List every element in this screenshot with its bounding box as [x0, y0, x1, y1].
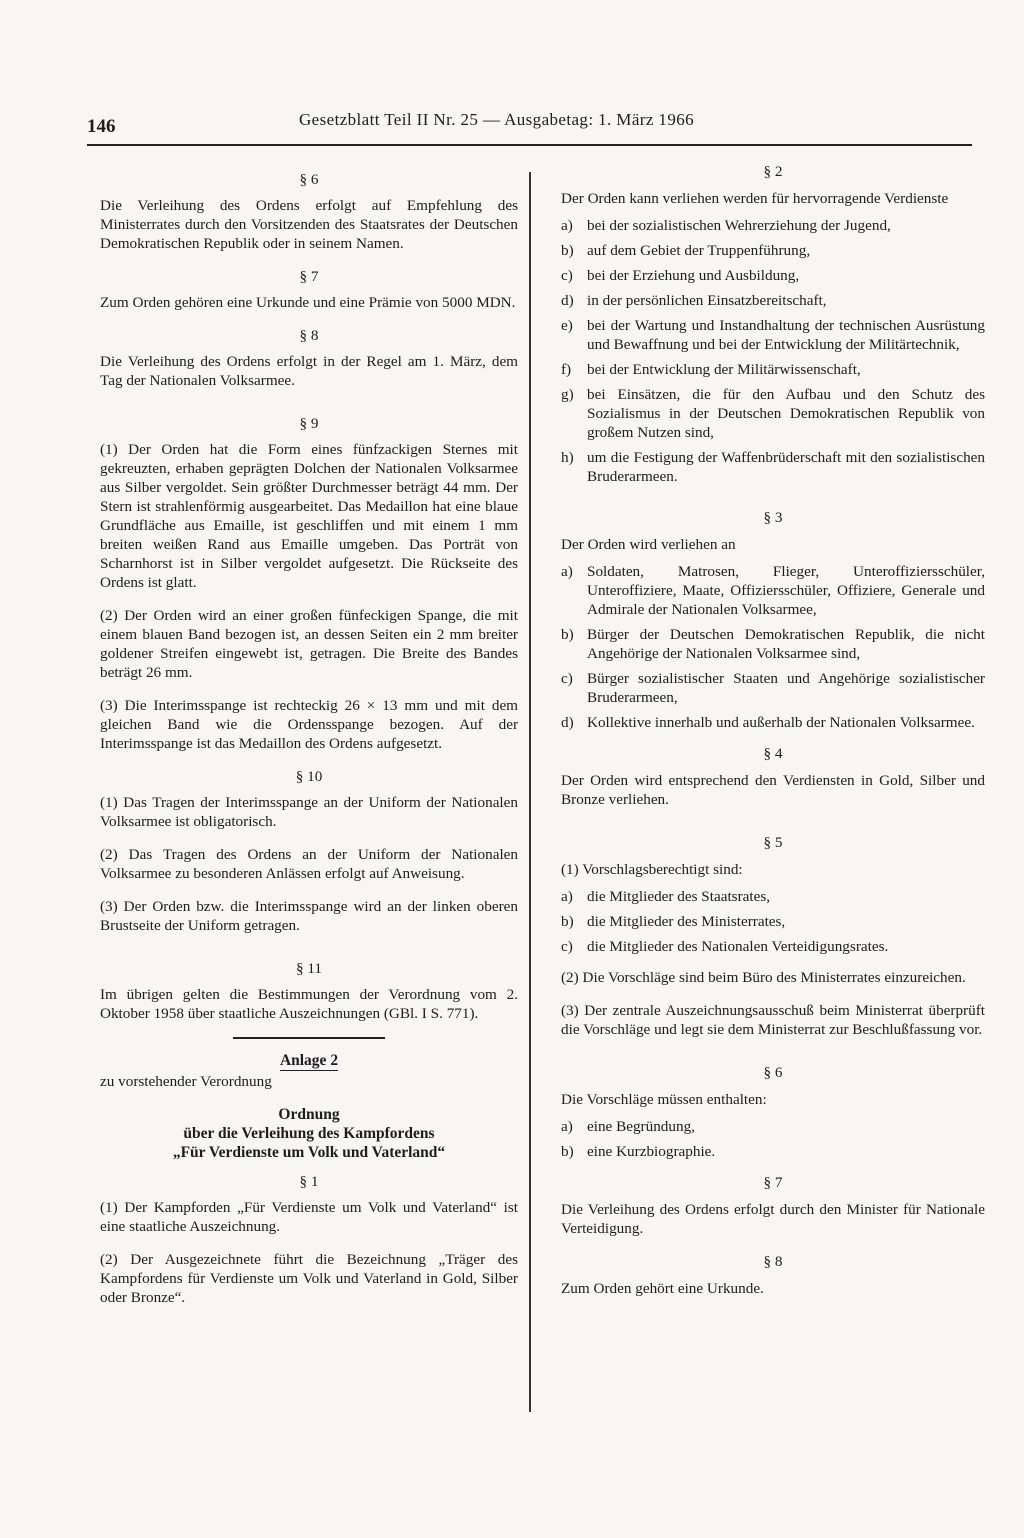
list-text: um die Festigung der Waffenbrüderschaft mit den sozialistischen Bruderarmeen. [587, 449, 985, 485]
list-label: a) [561, 1118, 573, 1135]
list-label: e) [561, 317, 573, 334]
order-title-line: Ordnung [278, 1106, 340, 1123]
item-list [561, 1117, 985, 1161]
list-item [561, 669, 985, 707]
paragraph: (1) Das Tragen der Interimsspange an der Uniform der Nationalen Volksarmee ist obligatorisch. [100, 794, 518, 830]
list-label: f) [561, 361, 572, 378]
list-text: in der persönlichen Einsatzbereitschaft, [587, 292, 827, 309]
list-text: Bürger der Deutschen Demokratischen Republik, die nicht Angehörige der Nationalen Volksarmee sind, [587, 626, 985, 662]
paragraph: (3) Die Interimsspange ist rechteckig 26 × 13 mm und mit dem gleichen Band wie die Ordensspange bezogen. Auf der Interimsspange ist das Medaillon des Ordens aufgesetzt. [100, 697, 518, 752]
order-title-line: über die Verleihung des Kampfordens [183, 1125, 435, 1142]
list-item [561, 448, 985, 486]
order-title-line: „Für Verdienste um Volk und Vaterland“ [172, 1144, 446, 1161]
section-heading: § 4 [763, 745, 783, 762]
item-list [561, 887, 985, 956]
list-item [561, 562, 985, 619]
list-text: Kollektive innerhalb und außerhalb der Nationalen Volksarmee. [587, 714, 975, 731]
list-item [561, 266, 985, 285]
annex-subtitle: zu vorstehender Verordnung [100, 1073, 272, 1090]
list-item [561, 1117, 985, 1136]
list-item [561, 887, 985, 906]
page-number: 146 [87, 116, 116, 137]
list-label: d) [561, 292, 574, 309]
section-heading: § 3 [763, 509, 783, 526]
paragraph: (2) Der Ausgezeichnete führt die Bezeichnung „Träger des Kampfordens für Verdienste um Volk und Vaterland in Gold, Silber oder Bronze“. [100, 1251, 518, 1306]
list-text: die Mitglieder des Staatsrates, [587, 888, 771, 905]
list-label: h) [561, 449, 574, 466]
left-column [100, 170, 518, 1321]
order-title [100, 1105, 518, 1162]
list-item [561, 937, 985, 956]
paragraph: (1) Der Kampforden „Für Verdienste um Volk und Vaterland“ ist eine staatliche Auszeichnung. [100, 1199, 518, 1235]
paragraph: Zum Orden gehört eine Urkunde. [561, 1280, 764, 1297]
column-divider [529, 172, 531, 1412]
list-text: Bürger sozialistischer Staaten und Angehörige sozialistischer Bruderarmeen, [587, 670, 985, 706]
paragraph: Der Orden wird entsprechend den Verdiensten in Gold, Silber und Bronze verliehen. [561, 772, 985, 808]
section-heading: § 7 [763, 1174, 783, 1191]
section-heading: § 10 [295, 768, 323, 785]
page-header [87, 104, 972, 146]
list-item [561, 912, 985, 931]
paragraph: (2) Die Vorschläge sind beim Büro des Ministerrates einzureichen. [561, 969, 966, 986]
list-text: bei Einsätzen, die für den Aufbau und den Schutz des Sozialismus in der Deutschen Demokratischen Republik von großem Nutzen sind, [587, 386, 985, 441]
paragraph: Der Orden kann verliehen werden für hervorragende Verdienste [561, 190, 949, 207]
paragraph: Zum Orden gehören eine Urkunde und eine Prämie von 5000 MDN. [100, 294, 516, 311]
list-item [561, 1142, 985, 1161]
list-label: a) [561, 563, 573, 580]
item-list [561, 216, 985, 486]
list-item [561, 216, 985, 235]
list-label: d) [561, 714, 574, 731]
list-text: die Mitglieder des Ministerrates, [587, 913, 786, 930]
paragraph: (2) Das Tragen des Ordens an der Uniform der Nationalen Volksarmee zu besonderen Anlässen erfolgt auf Anweisung. [100, 846, 518, 882]
item-list [561, 562, 985, 732]
section-heading: § 8 [299, 327, 319, 344]
list-label: c) [561, 938, 573, 955]
paragraph: Die Verleihung des Ordens erfolgt auf Empfehlung des Ministerrates durch den Vorsitzenden des Staatsrates der Deutschen Demokratischen Republik oder in seinem Namen. [100, 197, 518, 252]
list-label: c) [561, 670, 573, 687]
list-label: b) [561, 626, 574, 643]
paragraph: (1) Vorschlagsberechtigt sind: [561, 861, 743, 878]
list-item [561, 316, 985, 354]
list-item [561, 625, 985, 663]
list-text: Soldaten, Matrosen, Flieger, Unteroffiziersschüler, Unteroffiziere, Maate, Offiziersschüler, Offiziere, Generale und Admirale der Nationalen Volksarmee, [587, 563, 985, 618]
list-text: bei der Entwicklung der Militärwissenschaft, [587, 361, 861, 378]
list-text: auf dem Gebiet der Truppenführung, [587, 242, 811, 259]
annex-title-text: Anlage 2 [279, 1052, 339, 1069]
list-item [561, 360, 985, 379]
list-label: a) [561, 888, 573, 905]
paragraph: Die Vorschläge müssen enthalten: [561, 1091, 767, 1108]
list-label: b) [561, 913, 574, 930]
paragraph: (2) Der Orden wird an einer großen fünfeckigen Spange, die mit einem blauen Band bezogen ist, an dessen Seiten ein 2 mm breiter goldener Streifen eingewebt ist, getragen. Die Breite des Bandes beträgt 26 mm. [100, 607, 518, 681]
section-heading: § 6 [299, 171, 319, 188]
list-text: eine Begründung, [587, 1118, 695, 1135]
list-item [561, 291, 985, 310]
list-item [561, 385, 985, 442]
list-item [561, 241, 985, 260]
list-label: a) [561, 217, 573, 234]
running-head: Gesetzblatt Teil II Nr. 25 — Ausgabetag: 1. März 1966 [299, 110, 695, 129]
list-item [561, 713, 985, 732]
list-label: b) [561, 1143, 574, 1160]
section-heading: § 5 [763, 834, 783, 851]
paragraph: Im übrigen gelten die Bestimmungen der Verordnung vom 2. Oktober 1958 über staatliche Auszeichnungen (GBl. I S. 771). [100, 986, 518, 1022]
section-heading: § 8 [763, 1253, 783, 1270]
paragraph: Der Orden wird verliehen an [561, 536, 736, 553]
right-column [561, 162, 985, 1312]
paragraph: Die Verleihung des Ordens erfolgt durch den Minister für Nationale Verteidigung. [561, 1201, 985, 1237]
paragraph: (1) Der Orden hat die Form eines fünfzackigen Sternes mit gekreuzten, erhaben geprägten Dolchen der Nationalen Volksarmee aus Silber vergoldet. Sein größter Durchmesser beträgt 44 mm. Der Stern ist strahlenförmig ausgearbeitet. Das Medaillon hat eine blaue Grundfläche aus Emaille, ist geschliffen und mit einem 1 mm breiten weißen Rand aus Emaille umgeben. Das Porträt von Scharnhorst ist in Silber vergoldet aufgesetzt. Die Rückseite des Ordens ist glatt. [100, 441, 518, 591]
list-text: eine Kurzbiographie. [587, 1143, 716, 1160]
separator-rule [233, 1037, 385, 1039]
section-heading: § 7 [299, 268, 319, 285]
paragraph: Die Verleihung des Ordens erfolgt in der Regel am 1. März, dem Tag der Nationalen Volksarmee. [100, 353, 518, 389]
section-heading: § 11 [295, 960, 322, 977]
section-heading: § 9 [299, 415, 319, 432]
paragraph: (3) Der Orden bzw. die Interimsspange wird an der linken oberen Brustseite der Uniform getragen. [100, 898, 518, 934]
list-label: g) [561, 386, 574, 403]
paragraph: (3) Der zentrale Auszeichnungsausschuß beim Ministerrat überprüft die Vorschläge und legt sie dem Ministerrat zur Beschlußfassung vor. [561, 1002, 985, 1038]
list-text: bei der Erziehung und Ausbildung, [587, 267, 800, 284]
list-text: bei der Wartung und Instandhaltung der technischen Ausrüstung und Bewaffnung und bei der Entwicklung der Militärtechnik, [587, 317, 985, 353]
section-heading: § 6 [763, 1064, 783, 1081]
section-heading: § 2 [763, 163, 783, 180]
list-label: c) [561, 267, 573, 284]
section-heading: § 1 [299, 1173, 319, 1190]
annex-title [100, 1051, 518, 1070]
list-text: bei der sozialistischen Wehrerziehung der Jugend, [587, 217, 891, 234]
list-label: b) [561, 242, 574, 259]
list-text: die Mitglieder des Nationalen Verteidigungsrates. [587, 938, 889, 955]
